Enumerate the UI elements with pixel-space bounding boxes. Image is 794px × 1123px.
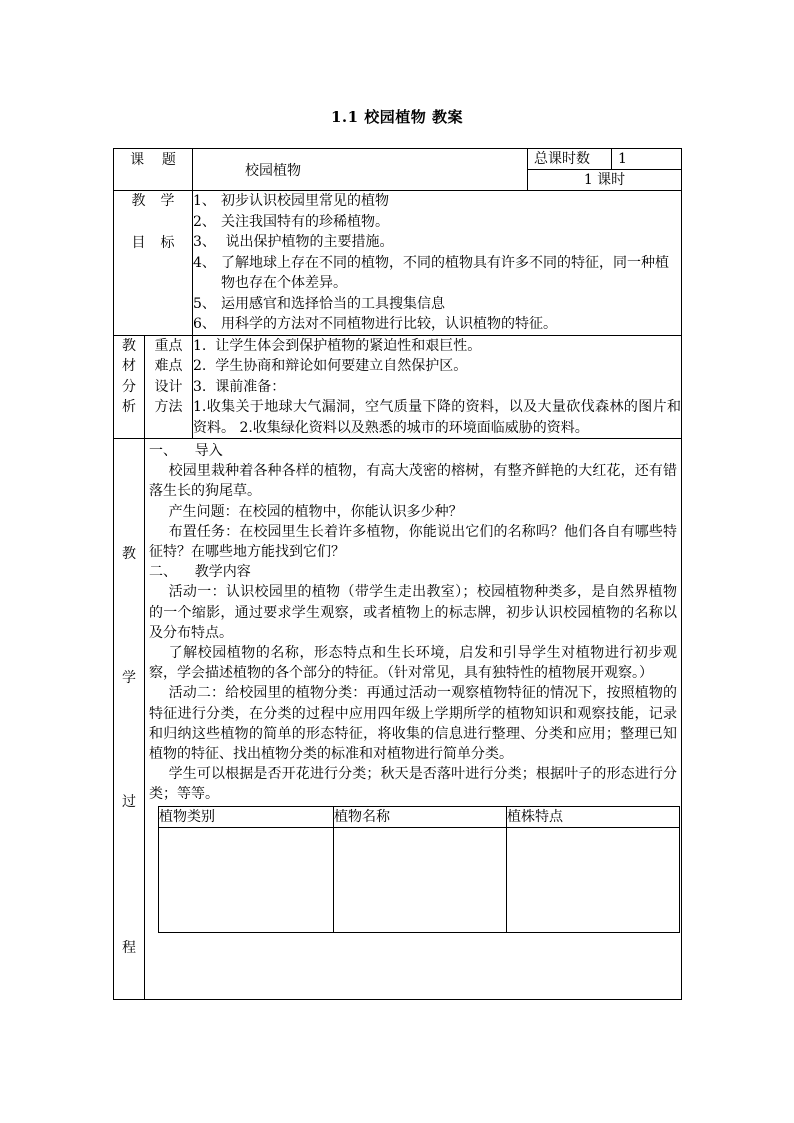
analysis-label: 教 材 分 析 [114,335,145,439]
paragraph: 活动一：认识校园里的植物（带学生走出教室）；校园植物种类多，是自然界植物的一个缩影，通过要求学生观察，或者植物上的标志牌，初步认识校园植物的名称以及分布特点。 [149,584,677,641]
objective-item: 5、 运用感官和选择恰当的工具搜集信息 [193,295,445,312]
process-content [145,439,682,1000]
total-hours-label: 总课时数 [528,149,612,170]
paragraph: 学生可以根据是否开花进行分类；秋天是否落叶进行分类；根据叶子的形态进行分类；等等。 [149,766,677,803]
column-header-name: 植物名称 [334,806,507,827]
section-heading: 二、 教学内容 [149,564,251,581]
objective-item: 6、 用科学的方法对不同植物进行比较，认识植物的特征。 [193,316,557,332]
objectives-list [193,191,682,336]
paragraph: 了解校园植物的名称，形态特点和生长环境，启发和引导学生对植物进行初步观察，学会描述植物的各个部分的特征。（针对常见，具有独特性的植物展开观察。） [149,645,677,682]
process-label: 教 学 过 程 [114,439,145,1000]
focus-label: 重点 难点 设计 方法 [145,335,193,439]
objectives-label: 教 学 目 标 [114,191,193,336]
plant-classification-table [158,806,680,933]
table-cell [159,827,334,932]
objective-item: 4、 了解地球上存在不同的植物，不同的植物具有许多不同的特征，同一种植物也存在个体差异。 [193,254,669,291]
total-hours-value: 1 [612,149,682,170]
section-heading: 一、 导入 [149,443,223,459]
objective-item: 3、 说出保护植物的主要措施。 [193,234,394,250]
analysis-content: 1. 让学生体会到保护植物的紧迫性和艰巨性。 2. 学生协商和辩论如何要建立自然保护区。 3. 课前准备： 1.收集关于地球大气漏洞，空气质量下降的资料，以及大量砍伐森林的图片和资料。 2.收集绿化资料以及熟悉的城市的环境面临威胁的资料。 [193,335,682,439]
table-cell [334,827,507,932]
objective-item: 1、 初步认识校园里常见的植物 [193,193,389,209]
page-title: 1.1 校园植物 教案 [330,108,464,126]
paragraph: 产生问题：在校园的植物中，你能认识多少种？ [168,503,463,520]
lesson-plan-table [113,148,682,1000]
lesson-hours: 1 课时 [528,170,682,191]
paragraph: 校园里栽种着各种各样的植物，有高大茂密的榕树，有整齐鲜艳的大红花，还有错落生长的狗尾草。 [149,463,677,500]
objective-item: 2、 关注我国特有的珍稀植物。 [193,213,389,230]
column-header-category: 植物类别 [159,806,334,827]
subject-value: 校园植物 [193,149,528,191]
column-header-features: 植株特点 [507,806,680,827]
paragraph: 活动二：给校园里的植物分类：再通过活动一观察植物特征的情况下，按照植物的特征进行分类，在分类的过程中应用四年级上学期所学的植物知识和观察技能，记录和归纳这些植物的简单的形态特征，将收集的信息进行整理、分类和应用；整理已知植物的特征、找出植物分类的标准和对植物进行简单分类。 [149,685,677,763]
table-cell [507,827,680,932]
subject-label: 课 题 [114,149,193,191]
paragraph: 布置任务：在校园里生长着许多植物，你能说出它们的名称吗？他们各自有哪些特征特？在哪些地方能找到它们？ [149,523,677,561]
